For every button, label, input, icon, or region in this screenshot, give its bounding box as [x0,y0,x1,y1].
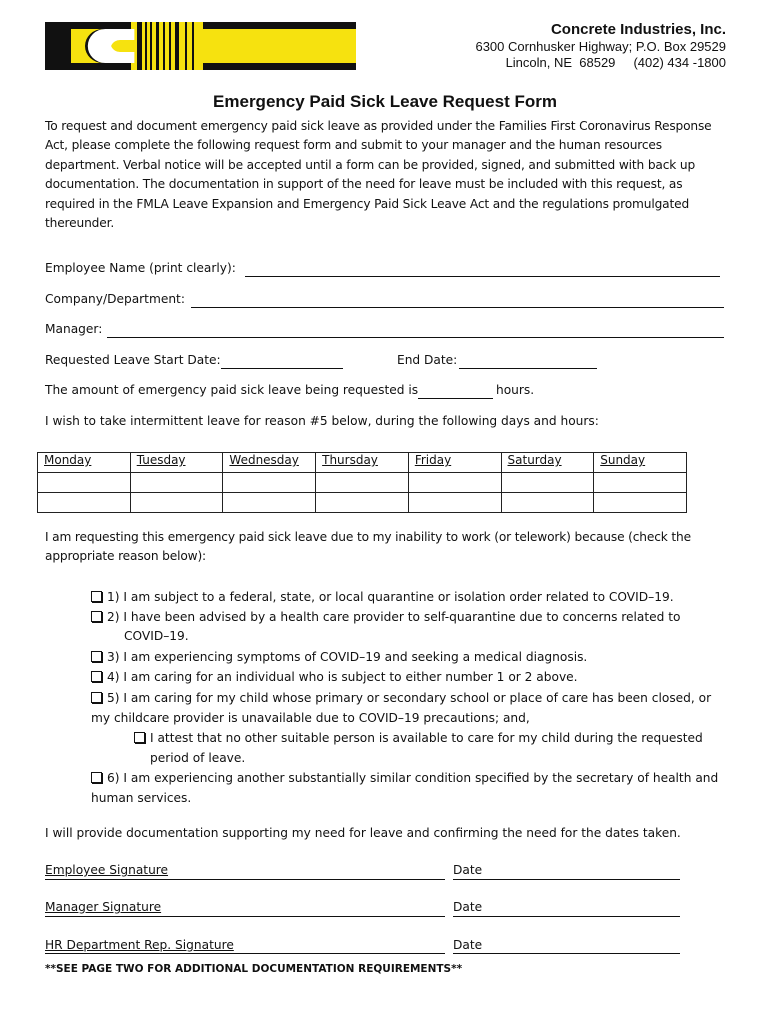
days-table [37,452,687,513]
day-friday: Friday [408,453,501,473]
manager-date-line[interactable] [453,916,680,917]
reason-4: 4) I am caring for an individual who is subject to either number 1 or 2 above. [91,668,578,688]
day-wednesday: Wednesday [223,453,316,473]
end-date-line[interactable] [459,368,597,369]
employee-date-label: Date [453,863,483,877]
days-hours-row [38,473,687,493]
day-thursday: Thursday [316,453,409,473]
table-cell[interactable] [38,493,131,513]
table-cell[interactable] [223,473,316,493]
employee-signature-line[interactable] [45,879,445,880]
table-cell[interactable] [130,493,223,513]
company-department-label: Company/Department: [45,292,185,306]
checkbox-attest[interactable] [134,732,145,743]
reason-2-cont: COVID–19. [124,629,189,643]
table-cell[interactable] [316,473,409,493]
day-sunday: Sunday [594,453,687,473]
checkbox-reason-6[interactable] [91,772,102,783]
table-cell[interactable] [408,473,501,493]
manager-signature-label: Manager Signature [45,900,162,914]
employee-name-label: Employee Name (print clearly): [45,261,236,275]
manager-signature-line[interactable] [45,916,445,917]
checkbox-reason-2[interactable] [91,611,102,622]
hours-line[interactable] [418,398,493,399]
checkbox-reason-5[interactable] [91,692,102,703]
end-date-label: End Date: [397,353,458,367]
company-logo [45,22,356,70]
employee-signature-label: Employee Signature [45,863,169,877]
hr-date-label: Date [453,938,483,952]
hr-signature-line[interactable] [45,953,445,954]
table-cell[interactable] [316,493,409,513]
reason-6: 6) I am experiencing another substantially similar condition specified by the secretary of health and [91,769,718,789]
hr-signature-label: HR Department Rep. Signature [45,938,234,952]
reason-5: 5) I am caring for my child whose primary or secondary school or place of care has been closed, or [91,689,711,709]
company-address: 6300 Cornhusker Highway; P.O. Box 29529 [475,39,726,54]
employee-name-line[interactable] [245,276,720,277]
documentation-statement: I will provide documentation supporting my need for leave and confirming the need for the dates taken. [45,826,681,840]
reason-5-cont: my childcare provider is unavailable due to COVID–19 precautions; and, [91,711,530,725]
company-department-line[interactable] [191,307,724,308]
manager-date-label: Date [453,900,483,914]
checkbox-reason-1[interactable] [91,591,102,602]
table-cell[interactable] [594,493,687,513]
checkbox-reason-3[interactable] [91,651,102,662]
days-header-row [38,453,687,473]
start-date-line[interactable] [221,368,343,369]
reason-2: 2) I have been advised by a health care provider to self-quarantine due to concerns related to [91,608,681,628]
day-monday: Monday [38,453,131,473]
reason-5-attest-cont: period of leave. [150,751,246,765]
company-city-phone: Lincoln, NE 68529 (402) 434 -1800 [505,55,726,70]
start-date-label: Requested Leave Start Date: [45,353,221,367]
table-cell[interactable] [408,493,501,513]
table-cell[interactable] [130,473,223,493]
manager-label: Manager: [45,322,103,336]
form-title: Emergency Paid Sick Leave Request Form [213,92,557,111]
table-cell[interactable] [501,473,594,493]
company-info [475,20,726,71]
intermittent-label: I wish to take intermittent leave for reason #5 below, during the following days and hours: [45,414,599,428]
hours-label: hours. [496,383,535,397]
days-hours-row [38,493,687,513]
amount-label: The amount of emergency paid sick leave being requested is [45,383,419,397]
hr-date-line[interactable] [453,953,680,954]
reason-1: 1) I am subject to a federal, state, or local quarantine or isolation order related to COVID–19. [91,588,674,608]
reason-5-attest: I attest that no other suitable person is available to care for my child during the requested [134,729,703,749]
table-cell[interactable] [594,473,687,493]
footer-note: **SEE PAGE TWO FOR ADDITIONAL DOCUMENTATION REQUIREMENTS** [45,963,463,975]
reason-6-cont: human services. [91,791,192,805]
manager-line[interactable] [107,337,724,338]
reason-intro: I am requesting this emergency paid sick leave due to my inability to work (or telework) because (check the appropriate reason below): [45,530,691,564]
intro-paragraph: To request and document emergency paid sick leave as provided under the Families First Coronavirus Response Act, please complete the following request form and submit to your manager and the human resources department. Verbal notice will be accepted until a form can be provided, signed, and submitted with back up documentation. The documentation in support of the need for leave must be included with this request, as required in the FMLA Leave Expansion and Emergency Paid Sick Leave Act and the regulations promulgated thereunder. [45,119,712,231]
table-cell[interactable] [501,493,594,513]
table-cell[interactable] [38,473,131,493]
reason-3: 3) I am experiencing symptoms of COVID–19 and seeking a medical diagnosis. [91,648,587,668]
employee-date-line[interactable] [453,879,680,880]
day-tuesday: Tuesday [130,453,223,473]
day-saturday: Saturday [501,453,594,473]
company-name: Concrete Industries, Inc. [550,21,726,38]
checkbox-reason-4[interactable] [91,671,102,682]
table-cell[interactable] [223,493,316,513]
